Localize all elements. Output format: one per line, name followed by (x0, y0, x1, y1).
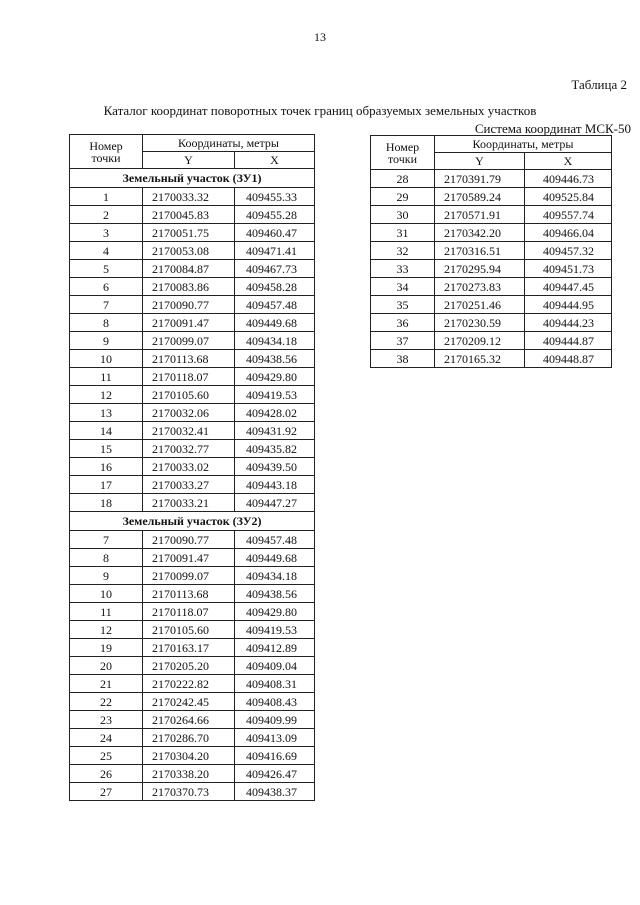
table-row (371, 224, 612, 242)
header-point-number: Номер точки (70, 135, 143, 169)
x-coordinate-cell: 409429.80 (235, 368, 315, 386)
table-row (70, 188, 315, 206)
y-coordinate-cell: 2170091.47 (143, 314, 235, 332)
x-coordinate-cell: 409457.32 (525, 242, 612, 260)
y-coordinate-cell: 2170033.32 (143, 188, 235, 206)
point-number-cell: 24 (70, 729, 143, 747)
section-title: Земельный участок (ЗУ2) (70, 512, 315, 531)
header-coordinates: Координаты, метры (435, 136, 612, 153)
table-row (371, 350, 612, 368)
x-coordinate-cell: 409448.87 (525, 350, 612, 368)
y-coordinate-cell: 2170091.47 (143, 549, 235, 567)
point-number-cell: 10 (70, 585, 143, 603)
table-row (70, 368, 315, 386)
table-row (70, 783, 315, 801)
y-coordinate-cell: 2170032.41 (143, 422, 235, 440)
y-coordinate-cell: 2170118.07 (143, 368, 235, 386)
y-coordinate-cell: 2170209.12 (435, 332, 525, 350)
section-title: Земельный участок (ЗУ1) (70, 169, 315, 188)
coordinate-system-label: Система координат МСК-50 (474, 121, 631, 136)
x-coordinate-cell: 409408.43 (235, 693, 315, 711)
table-row (70, 314, 315, 332)
table-label: Таблица 2 (571, 77, 627, 92)
y-coordinate-cell: 2170342.20 (435, 224, 525, 242)
point-number-cell: 11 (70, 603, 143, 621)
y-coordinate-cell: 2170589.24 (435, 188, 525, 206)
y-coordinate-cell: 2170051.75 (143, 224, 235, 242)
x-coordinate-cell: 409412.89 (235, 639, 315, 657)
table-row (70, 224, 315, 242)
point-number-cell: 36 (371, 314, 435, 332)
section-row (70, 512, 315, 531)
point-number-cell: 8 (70, 314, 143, 332)
y-coordinate-cell: 2170045.83 (143, 206, 235, 224)
y-coordinate-cell: 2170316.51 (435, 242, 525, 260)
point-number-cell: 35 (371, 296, 435, 314)
table-row (70, 711, 315, 729)
x-coordinate-cell: 409458.28 (235, 278, 315, 296)
table-row (70, 206, 315, 224)
point-number-cell: 15 (70, 440, 143, 458)
point-number-cell: 13 (70, 404, 143, 422)
y-coordinate-cell: 2170105.60 (143, 621, 235, 639)
point-number-cell: 20 (70, 657, 143, 675)
header-x: X (235, 152, 315, 169)
table-row (70, 458, 315, 476)
table-row (70, 476, 315, 494)
y-coordinate-cell: 2170370.73 (143, 783, 235, 801)
table-row (70, 404, 315, 422)
y-coordinate-cell: 2170242.45 (143, 693, 235, 711)
point-number-cell: 4 (70, 242, 143, 260)
point-number-cell: 38 (371, 350, 435, 368)
table-row (70, 260, 315, 278)
table-row (70, 603, 315, 621)
header-y: Y (435, 153, 525, 170)
point-number-cell: 9 (70, 332, 143, 350)
point-number-cell: 1 (70, 188, 143, 206)
table-row (70, 765, 315, 783)
point-number-cell: 21 (70, 675, 143, 693)
point-number-cell: 5 (70, 260, 143, 278)
point-number-cell: 31 (371, 224, 435, 242)
point-number-cell: 19 (70, 639, 143, 657)
table-row (70, 332, 315, 350)
table-row (70, 386, 315, 404)
x-coordinate-cell: 409429.80 (235, 603, 315, 621)
y-coordinate-cell: 2170099.07 (143, 332, 235, 350)
y-coordinate-cell: 2170338.20 (143, 765, 235, 783)
table-row (70, 621, 315, 639)
table-row (371, 278, 612, 296)
x-coordinate-cell: 409449.68 (235, 549, 315, 567)
x-coordinate-cell: 409408.31 (235, 675, 315, 693)
y-coordinate-cell: 2170286.70 (143, 729, 235, 747)
point-number-cell: 6 (70, 278, 143, 296)
table-row (70, 242, 315, 260)
section-row (70, 169, 315, 188)
table-row (371, 170, 612, 188)
x-coordinate-cell: 409525.84 (525, 188, 612, 206)
y-coordinate-cell: 2170222.82 (143, 675, 235, 693)
header-coordinates: Координаты, метры (143, 135, 315, 152)
x-coordinate-cell: 409434.18 (235, 332, 315, 350)
y-coordinate-cell: 2170032.06 (143, 404, 235, 422)
x-coordinate-cell: 409434.18 (235, 567, 315, 585)
table-row (70, 549, 315, 567)
x-coordinate-cell: 409413.09 (235, 729, 315, 747)
point-number-cell: 10 (70, 350, 143, 368)
table-row (70, 278, 315, 296)
table-row (70, 531, 315, 549)
coordinates-table-right (370, 135, 612, 368)
header-y: Y (143, 152, 235, 169)
point-number-cell: 12 (70, 621, 143, 639)
table-row (371, 296, 612, 314)
y-coordinate-cell: 2170033.02 (143, 458, 235, 476)
x-coordinate-cell: 409447.45 (525, 278, 612, 296)
point-number-cell: 27 (70, 783, 143, 801)
table-row (70, 567, 315, 585)
table-row (70, 675, 315, 693)
header-x: X (525, 153, 612, 170)
point-number-cell: 37 (371, 332, 435, 350)
table-caption: Каталог координат поворотных точек границ образуемых земельных участков (103, 103, 537, 118)
point-number-cell: 14 (70, 422, 143, 440)
x-coordinate-cell: 409439.50 (235, 458, 315, 476)
x-coordinate-cell: 409444.87 (525, 332, 612, 350)
table-row (70, 657, 315, 675)
x-coordinate-cell: 409455.33 (235, 188, 315, 206)
y-coordinate-cell: 2170113.68 (143, 585, 235, 603)
point-number-cell: 18 (70, 494, 143, 512)
x-coordinate-cell: 409428.02 (235, 404, 315, 422)
table-row (70, 693, 315, 711)
y-coordinate-cell: 2170165.32 (435, 350, 525, 368)
table-row (70, 296, 315, 314)
x-coordinate-cell: 409416.69 (235, 747, 315, 765)
x-coordinate-cell: 409557.74 (525, 206, 612, 224)
y-coordinate-cell: 2170099.07 (143, 567, 235, 585)
y-coordinate-cell: 2170230.59 (435, 314, 525, 332)
y-coordinate-cell: 2170084.87 (143, 260, 235, 278)
x-coordinate-cell: 409451.73 (525, 260, 612, 278)
x-coordinate-cell: 409419.53 (235, 621, 315, 639)
x-coordinate-cell: 409431.92 (235, 422, 315, 440)
y-coordinate-cell: 2170118.07 (143, 603, 235, 621)
page-number: 13 (314, 30, 326, 44)
x-coordinate-cell: 409443.18 (235, 476, 315, 494)
y-coordinate-cell: 2170273.83 (435, 278, 525, 296)
x-coordinate-cell: 409457.48 (235, 296, 315, 314)
table-row (70, 729, 315, 747)
point-number-cell: 9 (70, 567, 143, 585)
y-coordinate-cell: 2170251.46 (435, 296, 525, 314)
point-number-cell: 34 (371, 278, 435, 296)
table-row (371, 206, 612, 224)
y-coordinate-cell: 2170295.94 (435, 260, 525, 278)
table-row (371, 242, 612, 260)
point-number-cell: 22 (70, 693, 143, 711)
x-coordinate-cell: 409444.95 (525, 296, 612, 314)
header-point-number: Номер точки (371, 136, 435, 170)
x-coordinate-cell: 409409.99 (235, 711, 315, 729)
table-row (371, 188, 612, 206)
y-coordinate-cell: 2170033.21 (143, 494, 235, 512)
point-number-cell: 29 (371, 188, 435, 206)
y-coordinate-cell: 2170090.77 (143, 531, 235, 549)
y-coordinate-cell: 2170264.66 (143, 711, 235, 729)
y-coordinate-cell: 2170105.60 (143, 386, 235, 404)
point-number-cell: 3 (70, 224, 143, 242)
y-coordinate-cell: 2170090.77 (143, 296, 235, 314)
point-number-cell: 2 (70, 206, 143, 224)
x-coordinate-cell: 409447.27 (235, 494, 315, 512)
point-number-cell: 7 (70, 531, 143, 549)
x-coordinate-cell: 409438.37 (235, 783, 315, 801)
point-number-cell: 30 (371, 206, 435, 224)
table-row (70, 639, 315, 657)
x-coordinate-cell: 409466.04 (525, 224, 612, 242)
point-number-cell: 7 (70, 296, 143, 314)
y-coordinate-cell: 2170032.77 (143, 440, 235, 458)
table-row (70, 494, 315, 512)
x-coordinate-cell: 409444.23 (525, 314, 612, 332)
table-row (371, 260, 612, 278)
point-number-cell: 33 (371, 260, 435, 278)
coordinates-table-left (69, 134, 315, 801)
point-number-cell: 28 (371, 170, 435, 188)
y-coordinate-cell: 2170113.68 (143, 350, 235, 368)
y-coordinate-cell: 2170163.17 (143, 639, 235, 657)
table-row (70, 422, 315, 440)
y-coordinate-cell: 2170205.20 (143, 657, 235, 675)
x-coordinate-cell: 409435.82 (235, 440, 315, 458)
x-coordinate-cell: 409455.28 (235, 206, 315, 224)
x-coordinate-cell: 409446.73 (525, 170, 612, 188)
x-coordinate-cell: 409449.68 (235, 314, 315, 332)
y-coordinate-cell: 2170033.27 (143, 476, 235, 494)
x-coordinate-cell: 409419.53 (235, 386, 315, 404)
table-row (70, 747, 315, 765)
x-coordinate-cell: 409438.56 (235, 585, 315, 603)
point-number-cell: 32 (371, 242, 435, 260)
x-coordinate-cell: 409438.56 (235, 350, 315, 368)
x-coordinate-cell: 409409.04 (235, 657, 315, 675)
y-coordinate-cell: 2170083.86 (143, 278, 235, 296)
table-row (70, 350, 315, 368)
point-number-cell: 11 (70, 368, 143, 386)
x-coordinate-cell: 409471.41 (235, 242, 315, 260)
point-number-cell: 17 (70, 476, 143, 494)
x-coordinate-cell: 409460.47 (235, 224, 315, 242)
point-number-cell: 26 (70, 765, 143, 783)
y-coordinate-cell: 2170053.08 (143, 242, 235, 260)
table-row (70, 440, 315, 458)
table-row (70, 585, 315, 603)
x-coordinate-cell: 409457.48 (235, 531, 315, 549)
point-number-cell: 16 (70, 458, 143, 476)
point-number-cell: 12 (70, 386, 143, 404)
y-coordinate-cell: 2170304.20 (143, 747, 235, 765)
point-number-cell: 8 (70, 549, 143, 567)
x-coordinate-cell: 409467.73 (235, 260, 315, 278)
y-coordinate-cell: 2170391.79 (435, 170, 525, 188)
y-coordinate-cell: 2170571.91 (435, 206, 525, 224)
table-row (371, 332, 612, 350)
x-coordinate-cell: 409426.47 (235, 765, 315, 783)
point-number-cell: 23 (70, 711, 143, 729)
point-number-cell: 25 (70, 747, 143, 765)
table-row (371, 314, 612, 332)
